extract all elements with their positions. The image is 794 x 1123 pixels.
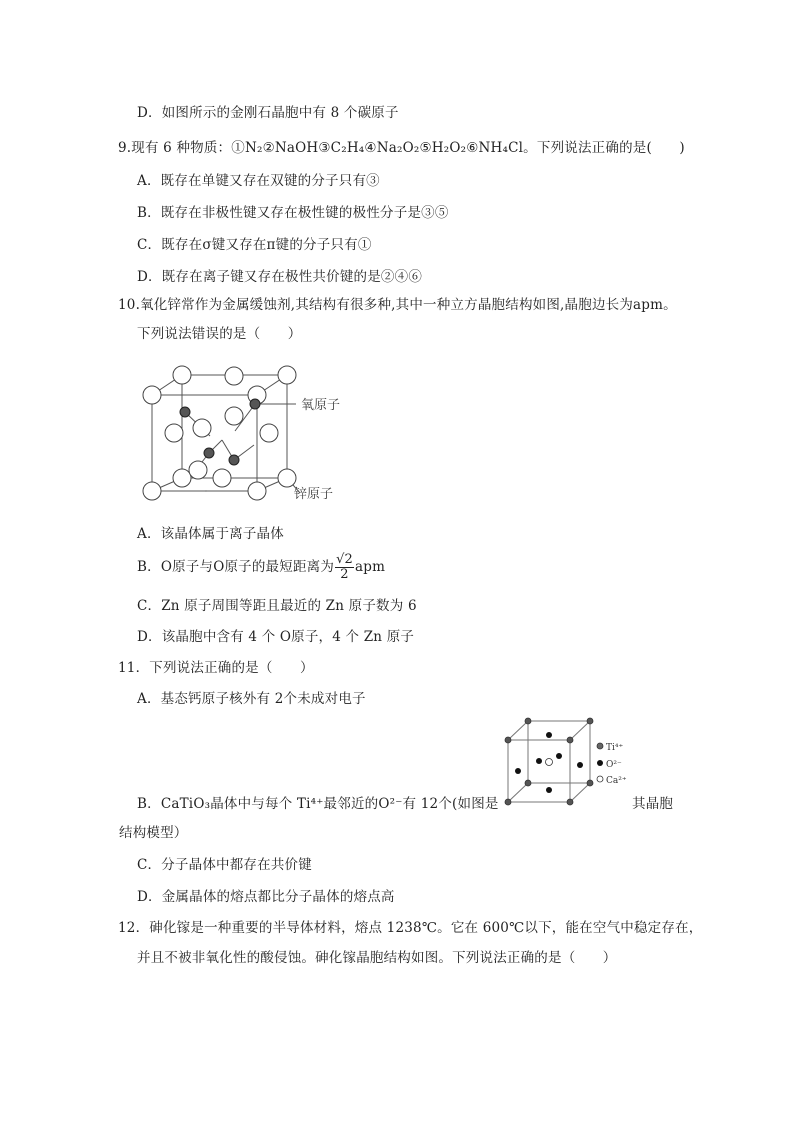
q10-option-b-fraction [335,553,354,582]
q9-option-d: D．既存在离子键又存在极性共价键的是②④⑥ [137,269,423,285]
q11-legend-o: O²⁻ [606,760,622,770]
q10-option-b-text: B．O原子与O原子的最短距离为 [137,559,335,575]
q11-option-b-line1: B．CaTiO₃晶体中与每个 Ti⁴⁺最邻近的O²⁻有 12个(如图是 [137,796,499,812]
q10-option-d: D．该晶胞中含有 4 个 O原子，4 个 Zn 原子 [137,629,415,645]
q10-option-b-denominator: 2 [340,566,349,582]
q10-option-a: A．该晶体属于离子晶体 [137,526,284,542]
q9-option-c: C．既存在σ键又存在π键的分子只有① [137,237,372,253]
q10-option-b-unit: apm [355,559,386,575]
q10-option-c: C．Zn 原子周围等距且最近的 Zn 原子数为 6 [137,598,417,614]
q11-legend-ti: Ti⁴⁺ [606,743,624,753]
q11-option-c: C．分子晶体中都存在共价键 [137,857,312,873]
q10-stem-line2: 下列说法错误的是（ ） [137,326,302,342]
q12-stem-line1: 12．砷化镓是一种重要的半导体材料，熔点 1238℃。它在 600℃以下，能在空气中稳定存在， [118,920,703,936]
q10-stem-line1: 10.氧化锌常作为金属缓蚀剂,其结构有很多种,其中一种立方晶胞结构如图,晶胞边长为apm。 [118,297,677,313]
q10-option-b-numerator: √2 [336,551,354,567]
q10-option-b [137,552,385,582]
q11-option-a: A．基态钙原子核外有 2个未成对电子 [137,691,366,707]
q10-zinc-label: 锌原子 [294,487,334,502]
q10-zinc-oxide-unit-cell-figure [138,360,378,510]
q11-perovskite-unit-cell-figure [498,715,638,807]
q9-option-a: A．既存在单键又存在双键的分子只有③ [137,173,380,189]
q12-stem-line2: 并且不被非氧化性的酸侵蚀。砷化镓晶胞结构如图。下列说法正确的是（ ） [137,950,617,966]
q11-option-b-line1-end: 其晶胞 [632,796,674,812]
q9-option-b: B．既存在非极性键又存在极性键的极性分子是③⑤ [137,205,449,221]
q8-option-d: D．如图所示的金刚石晶胞中有 8 个碳原子 [137,105,399,121]
q9-stem: 9.现有 6 种物质：①N₂②NaOH③C₂H₄④Na₂O₂⑤H₂O₂⑥NH₄Cl。下列说法正确的是( ) [118,140,685,156]
q11-option-b-line2: 结构模型） [119,825,188,841]
q11-stem: 11．下列说法正确的是（ ） [118,660,314,676]
q10-oxygen-label: 氧原子 [301,398,341,413]
q11-option-d: D．金属晶体的熔点都比分子晶体的熔点高 [137,889,395,905]
q11-legend-ca: Ca²⁺ [606,776,627,786]
